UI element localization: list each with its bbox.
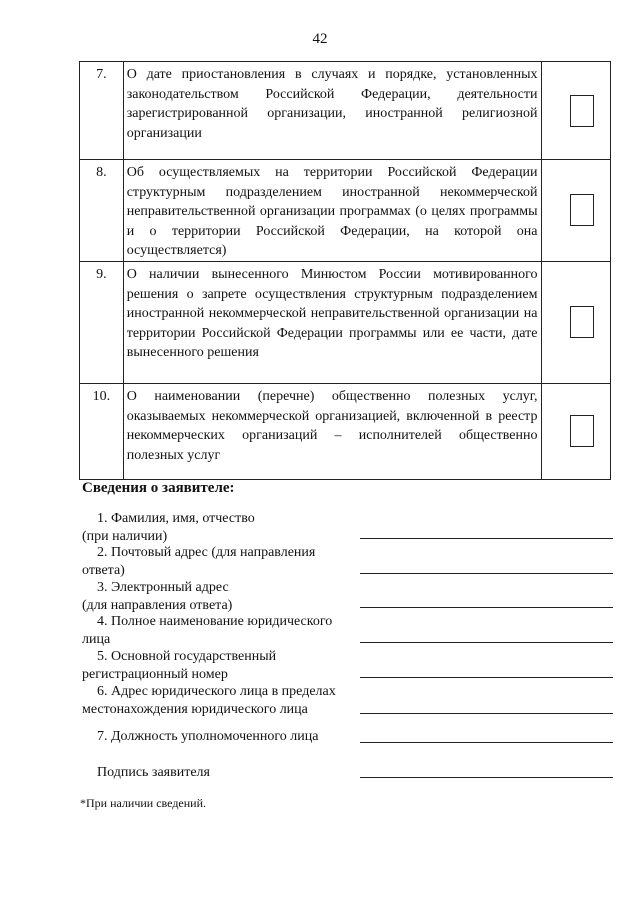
legal-address-field[interactable] bbox=[360, 713, 613, 714]
field-label-legal-address: 6. Адрес юридического лица в пределах местонахождения юридического лица bbox=[82, 684, 336, 717]
full-name-field[interactable] bbox=[360, 538, 613, 539]
field-label-legal-entity-name: 4. Полное наименование юридического лица bbox=[82, 614, 333, 647]
field-label-registration-number: 5. Основной государственный регистрационный номер bbox=[82, 649, 277, 682]
item-text: О наименовании (перечне) общественно полезных услуг, оказываемых некоммерческой организацией, включенной в реестр некоммерческих организаций – исполнителей общественно полезных услуг bbox=[123, 383, 542, 479]
table-row bbox=[80, 383, 611, 479]
registration-number-field[interactable] bbox=[360, 677, 613, 678]
item-checkbox[interactable] bbox=[570, 194, 594, 226]
item-number: 10. bbox=[80, 383, 124, 479]
field-label-position: 7. Должность уполномоченного лица bbox=[97, 729, 319, 744]
field-label-full-name: 1. Фамилия, имя, отчество (при наличии) bbox=[82, 511, 255, 544]
item-text: О наличии вынесенного Минюстом России мотивированного решения о запрете осуществления структурным подразделением иностранной некоммерческой неправительственной организации на территории Российской Федерации программы или ее части, дате вынесенного решения bbox=[123, 261, 542, 383]
legal-entity-name-field[interactable] bbox=[360, 642, 613, 643]
field-label-postal-address: 2. Почтовый адрес (для направления ответа) bbox=[82, 545, 316, 578]
item-text: О дате приостановления в случаях и порядке, установленных законодательством Российской Федерации, деятельности зарегистрированной организации, иностранной религиозной организации bbox=[123, 62, 542, 160]
page-number: 42 bbox=[312, 31, 328, 47]
item-number: 7. bbox=[80, 62, 124, 160]
footnote: *При наличии сведений. bbox=[80, 796, 207, 810]
table-row bbox=[80, 62, 611, 160]
field-label-email: 3. Электронный адрес (для направления ответа) bbox=[82, 580, 233, 613]
items-table bbox=[79, 61, 611, 480]
item-checkbox[interactable] bbox=[570, 306, 594, 338]
signature-field[interactable] bbox=[360, 777, 613, 778]
item-number: 9. bbox=[80, 261, 124, 383]
table-row bbox=[80, 261, 611, 383]
item-checkbox[interactable] bbox=[570, 415, 594, 447]
item-number: 8. bbox=[80, 160, 124, 262]
field-label-signature: Подпись заявителя bbox=[97, 765, 210, 780]
item-text: Об осуществляемых на территории Российской Федерации структурным подразделением иностранной некоммерческой неправительственной организации программах (о целях программы и о территории Российской Федерации, на которой она осуществляется) bbox=[123, 160, 542, 262]
position-field[interactable] bbox=[360, 742, 613, 743]
item-checkbox[interactable] bbox=[570, 95, 594, 127]
applicant-heading: Сведения о заявителе: bbox=[82, 480, 235, 496]
email-field[interactable] bbox=[360, 607, 613, 608]
table-row bbox=[80, 160, 611, 262]
postal-address-field[interactable] bbox=[360, 573, 613, 574]
